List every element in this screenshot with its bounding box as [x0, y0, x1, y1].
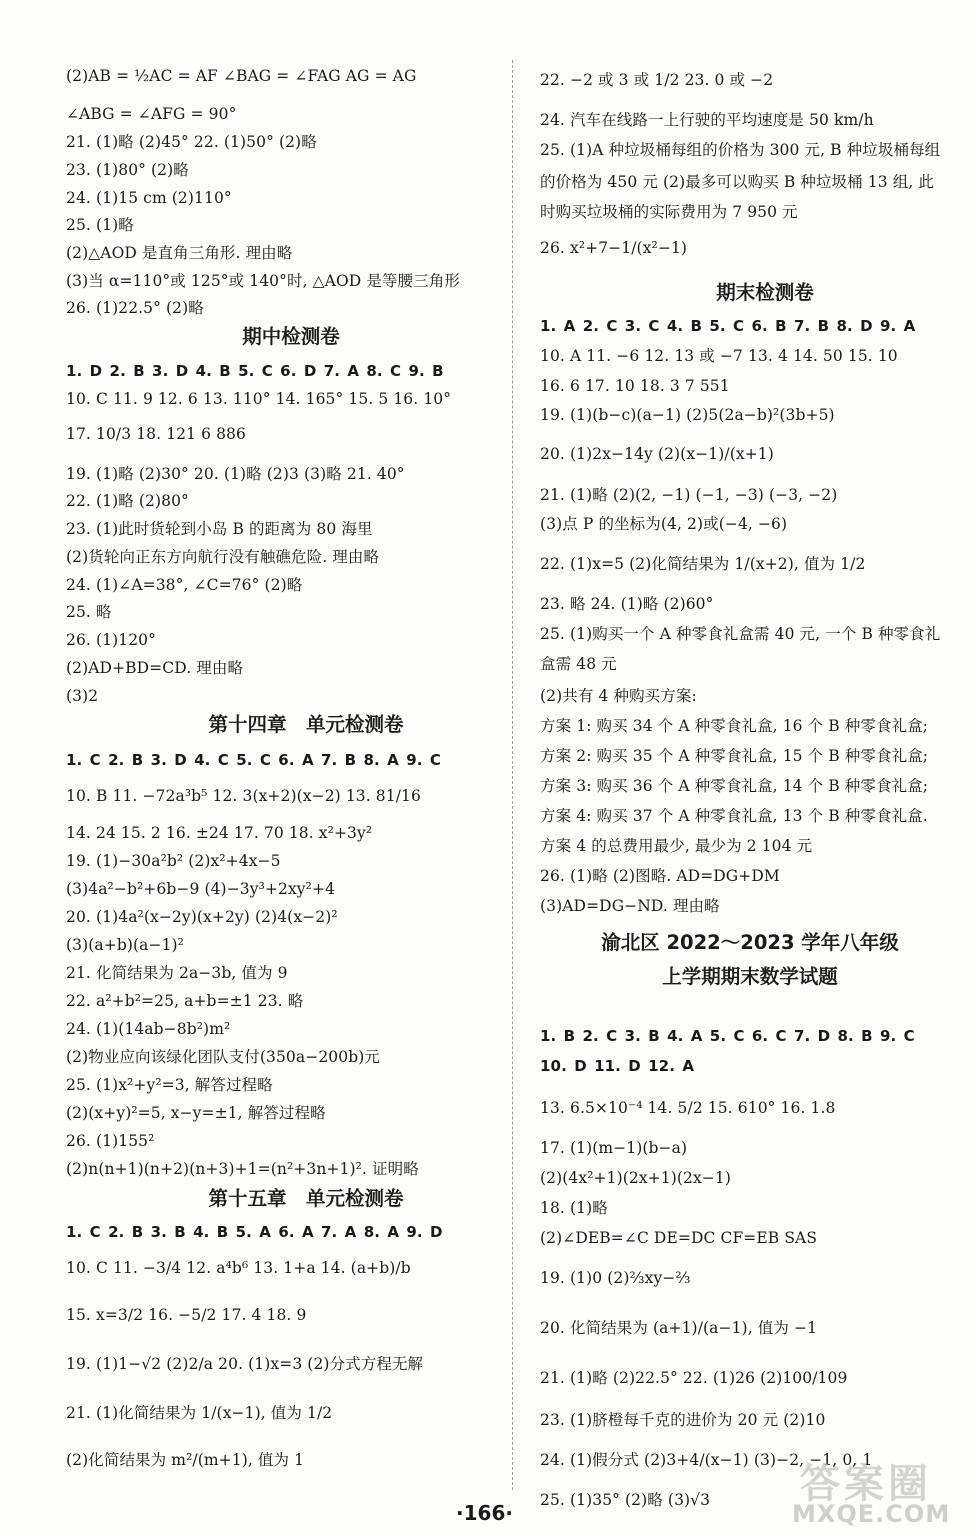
answer-line: 17. 10/3 18. 121 6 886 — [66, 425, 246, 443]
answer-line: 15. x=3/2 16. −5/2 17. 4 18. 9 — [66, 1306, 307, 1324]
answer-line: 21. (1)化简结果为 1/(x−1), 值为 1/2 — [66, 1404, 333, 1422]
answer-line: 26. x²+7−1/(x²−1) — [540, 239, 688, 257]
answer-line: 18. (1)略 — [540, 1199, 608, 1217]
watermark-url: MXQE.COM — [792, 1500, 951, 1528]
answer-line: 16. 6 17. 10 18. 3 7 551 — [540, 377, 730, 395]
heading-midterm: 期中检测卷 — [242, 325, 340, 348]
answer-line: 24. (1)假分式 (2)3+4/(x−1) (3)−2, −1, 0, 1 — [540, 1451, 873, 1469]
column-divider — [512, 60, 514, 1490]
answer-line: 1. C 2. B 3. B 4. B 5. A 6. A 7. A 8. A 9. D — [66, 1223, 443, 1241]
heading-chapter14: 第十四章 单元检测卷 — [208, 713, 404, 736]
answer-line: 13. 6.5×10⁻⁴ 14. 5/2 15. 610° 16. 1.8 — [540, 1099, 836, 1117]
answer-line: 方案 4 的总费用最少, 最少为 2 104 元 — [540, 837, 813, 855]
answer-line: 17. (1)(m−1)(b−a) — [540, 1139, 688, 1157]
answer-line: (3)4a²−b²+6b−9 (4)−3y³+2xy²+4 — [66, 880, 336, 898]
answer-line: 24. (1)(14ab−8b²)m² — [66, 1020, 231, 1038]
answer-line: 19. (1)0 (2)⅔xy−⅔ — [540, 1269, 691, 1287]
answer-line: 26. (1)120° — [66, 631, 156, 649]
answer-line: (3)(a+b)(a−1)² — [66, 936, 184, 954]
answer-line: (2)物业应向该绿化团队支付(350a−200b)元 — [66, 1048, 380, 1066]
answer-line: (2)货轮向正东方向航行没有触礁危险. 理由略 — [66, 548, 380, 566]
answer-line: (3)当 α=110°或 125°或 140°时, △AOD 是等腰三角形 — [66, 272, 460, 290]
answer-line: (2)AD+BD=CD. 理由略 — [66, 659, 244, 677]
answer-line: 19. (1)略 (2)30° 20. (1)略 (2)3 (3)略 21. 40° — [66, 465, 405, 483]
heading-yubei-1: 渝北区 2022～2023 学年八年级 — [601, 931, 899, 954]
heading-chapter15: 第十五章 单元检测卷 — [208, 1187, 404, 1210]
answer-line: 21. (1)略 (2)45° 22. (1)50° (2)略 — [66, 133, 317, 151]
answer-line: (3)AD=DG−ND. 理由略 — [540, 897, 720, 915]
answer-line: 25. (1)35° (2)略 (3)√3 — [540, 1491, 711, 1509]
heading-yubei-2: 上学期期末数学试题 — [662, 965, 838, 988]
answer-line: 25. (1)x²+y²=3, 解答过程略 — [66, 1076, 273, 1094]
page-number: ·166· — [456, 1501, 513, 1525]
answer-line: 方案 1: 购买 34 个 A 种零食礼盒, 16 个 B 种零食礼盒; — [540, 717, 929, 735]
answer-line: 26. (1)155² — [66, 1132, 155, 1150]
answer-line: 20. (1)4a²(x−2y)(x+2y) (2)4(x−2)² — [66, 908, 338, 926]
answer-line: 10. C 11. 9 12. 6 13. 110° 14. 165° 15. 5 16. 10° — [66, 390, 452, 408]
answer-line: 24. (1)∠A=38°, ∠C=76° (2)略 — [66, 576, 303, 594]
answer-line: 21. 化简结果为 2a−3b, 值为 9 — [66, 964, 288, 982]
answer-line: 20. 化简结果为 (a+1)/(a−1), 值为 −1 — [540, 1319, 818, 1337]
answer-line: 1. D 2. B 3. D 4. B 5. C 6. D 7. A 8. C 9. B — [66, 362, 444, 380]
answer-line: 10. B 11. −72a³b⁵ 12. 3(x+2)(x−2) 13. 81/16 — [66, 787, 421, 805]
answer-line: (2)(4x²+1)(2x+1)(2x−1) — [540, 1169, 732, 1187]
answer-line: 1. C 2. B 3. D 4. C 5. C 6. A 7. B 8. A 9. C — [66, 751, 441, 769]
answer-line: 10. D 11. D 12. A — [540, 1057, 695, 1075]
answer-line: 21. (1)略 (2)22.5° 22. (1)26 (2)100/109 — [540, 1369, 848, 1387]
answer-line: 21. (1)略 (2)(2, −1) (−1, −3) (−3, −2) — [540, 486, 838, 504]
answer-line: 盒需 48 元 — [540, 655, 617, 673]
answer-line: 22. (1)略 (2)80° — [66, 492, 189, 510]
answer-line: 时购买垃圾桶的实际费用为 7 950 元 — [540, 203, 798, 221]
heading-final: 期末检测卷 — [716, 281, 814, 304]
answer-line: 22. a²+b²=25, a+b=±1 23. 略 — [66, 992, 304, 1010]
answer-line: 方案 4: 购买 37 个 A 种零食礼盒, 13 个 B 种零食礼盒. — [540, 807, 928, 825]
answer-line: 24. 汽车在线路一上行驶的平均速度是 50 km/h — [540, 111, 874, 129]
watermark-logo — [792, 1452, 964, 1528]
answer-line: 19. (1)−30a²b² (2)x²+4x−5 — [66, 852, 281, 870]
answer-line: 23. (1)80° (2)略 — [66, 161, 189, 179]
answer-line: 22. (1)x=5 (2)化简结果为 1/(x+2), 值为 1/2 — [540, 555, 866, 573]
answer-line: 25. (1)A 种垃圾桶每组的价格为 300 元, B 种垃圾桶每组 — [540, 141, 941, 159]
answer-line: (3)2 — [66, 687, 99, 705]
answer-line: (2)化简结果为 m²/(m+1), 值为 1 — [66, 1451, 305, 1469]
answer-line: (2)(x+y)²=5, x−y=±1, 解答过程略 — [66, 1104, 326, 1122]
answer-line: 10. C 11. −3/4 12. a⁴b⁶ 13. 1+a 14. (a+b)/b — [66, 1259, 411, 1277]
answer-line: (3)点 P 的坐标为(4, 2)或(−4, −6) — [540, 515, 788, 533]
answer-line: 1. A 2. C 3. C 4. B 5. C 6. B 7. B 8. D 9. A — [540, 317, 916, 335]
answer-line: 23. (1)脐橙每千克的进价为 20 元 (2)10 — [540, 1411, 826, 1429]
answer-line: 25. 略 — [66, 603, 112, 621]
answer-line: 10. A 11. −6 12. 13 或 −7 13. 4 14. 50 15. 10 — [540, 347, 898, 365]
answer-line: (2)△AOD 是直角三角形. 理由略 — [66, 244, 293, 262]
answer-line: 1. B 2. C 3. B 4. A 5. C 6. C 7. D 8. B 9. C — [540, 1027, 915, 1045]
answer-line: (2)共有 4 种购买方案: — [540, 687, 697, 705]
answer-line: 26. (1)22.5° (2)略 — [66, 299, 204, 317]
answer-line: 20. (1)2x−14y (2)(x−1)/(x+1) — [540, 445, 774, 463]
answer-line: 19. (1)1−√2 (2)2/a 20. (1)x=3 (2)分式方程无解 — [66, 1355, 424, 1373]
answer-line: 24. (1)15 cm (2)110° — [66, 189, 232, 207]
answer-line: ∠ABG = ∠AFG = 90° — [66, 105, 237, 123]
answer-line: 22. −2 或 3 或 1/2 23. 0 或 −2 — [540, 71, 774, 89]
answer-line: 23. 略 24. (1)略 (2)60° — [540, 595, 714, 613]
answer-line: 23. (1)此时货轮到小岛 B 的距离为 80 海里 — [66, 520, 373, 538]
answer-line: (2)AB = ½AC = AF ∠BAG = ∠FAG AG = AG — [66, 67, 417, 85]
answer-line: 方案 2: 购买 35 个 A 种零食礼盒, 15 个 B 种零食礼盒; — [540, 747, 929, 765]
answer-line: 14. 24 15. 2 16. ±24 17. 70 18. x²+3y² — [66, 824, 373, 842]
answer-line: (2)∠DEB=∠C DE=DC CF=EB SAS — [540, 1229, 818, 1247]
answer-line: 25. (1)略 — [66, 216, 134, 234]
answer-line: 方案 3: 购买 36 个 A 种零食礼盒, 14 个 B 种零食礼盒; — [540, 777, 929, 795]
answer-line: 26. (1)略 (2)图略. AD=DG+DM — [540, 867, 780, 885]
answer-line: (2)n(n+1)(n+2)(n+3)+1=(n²+3n+1)². 证明略 — [66, 1160, 419, 1178]
answer-line: 的价格为 450 元 (2)最多可以购买 B 种垃圾桶 13 组, 此 — [540, 173, 934, 191]
watermark-top: 答案圈 — [800, 1461, 932, 1507]
answer-line: 19. (1)(b−c)(a−1) (2)5(2a−b)²(3b+5) — [540, 406, 835, 424]
answer-line: 25. (1)购买一个 A 种零食礼盒需 40 元, 一个 B 种零食礼 — [540, 625, 941, 643]
